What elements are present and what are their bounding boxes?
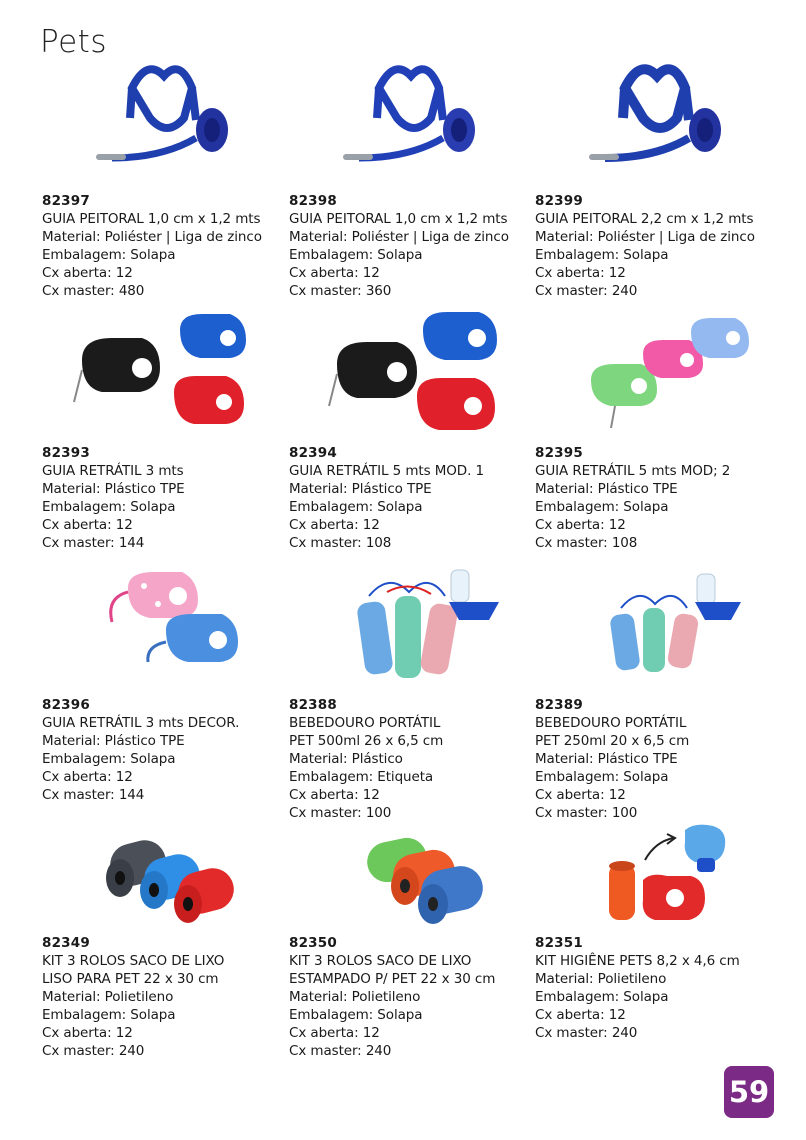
product-name: KIT 3 ROLOS SACO DE LIXO xyxy=(42,953,225,969)
product-name: GUIA PEITORAL 1,0 cm x 1,2 mts xyxy=(42,211,261,227)
product-master-box: Cx master: 480 xyxy=(42,283,145,299)
product-name: GUIA RETRÁTIL 3 mts xyxy=(42,463,184,479)
product-open-box: Cx aberta: 12 xyxy=(42,769,133,785)
product-open-box: Cx aberta: 12 xyxy=(42,517,133,533)
retractable-leash-icon xyxy=(42,310,282,435)
product-name: GUIA RETRÁTIL 5 mts MOD; 2 xyxy=(535,463,731,479)
product-packaging: Embalagem: Solapa xyxy=(535,499,669,515)
product-packaging: Embalagem: Solapa xyxy=(289,499,423,515)
harness-leash-icon xyxy=(289,58,529,178)
product-material: Material: Polietileno xyxy=(289,989,421,1005)
product-packaging: Embalagem: Solapa xyxy=(289,1007,423,1023)
product-material: Material: Poliéster | Liga de zinco xyxy=(535,229,755,245)
water-bottle-icon xyxy=(535,562,775,687)
product-code: 82351 xyxy=(535,935,583,951)
retractable-leash-icon xyxy=(289,310,529,435)
product-code: 82394 xyxy=(289,445,337,461)
product-open-box: Cx aberta: 12 xyxy=(42,265,133,281)
product-material: Material: Polietileno xyxy=(42,989,174,1005)
product-name: KIT 3 ROLOS SACO DE LIXO xyxy=(289,953,472,969)
product-code: 82389 xyxy=(535,697,583,713)
product-name: GUIA RETRÁTIL 3 mts DECOR. xyxy=(42,715,240,731)
product-master-box: Cx master: 240 xyxy=(535,283,638,299)
product-material: Material: Plástico TPE xyxy=(535,481,678,497)
product-master-box: Cx master: 360 xyxy=(289,283,392,299)
product-size: LISO PARA PET 22 x 30 cm xyxy=(42,971,219,987)
product-open-box: Cx aberta: 12 xyxy=(289,517,380,533)
product-code: 82350 xyxy=(289,935,337,951)
product-open-box: Cx aberta: 12 xyxy=(535,787,626,803)
product-code: 82395 xyxy=(535,445,583,461)
hygiene-kit-icon xyxy=(535,820,775,930)
product-material: Material: Plástico xyxy=(289,751,403,767)
product-material: Material: Polietileno xyxy=(535,971,667,987)
product-packaging: Embalagem: Solapa xyxy=(289,247,423,263)
product-master-box: Cx master: 108 xyxy=(535,535,638,551)
product-name: BEBEDOURO PORTÁTIL xyxy=(535,715,687,731)
product-code: 82399 xyxy=(535,193,583,209)
product-packaging: Embalagem: Solapa xyxy=(42,1007,176,1023)
product-packaging: Embalagem: Solapa xyxy=(42,247,176,263)
harness-leash-icon xyxy=(42,58,282,178)
product-open-box: Cx aberta: 12 xyxy=(289,265,380,281)
product-size: PET 250ml 20 x 6,5 cm xyxy=(535,733,690,749)
product-open-box: Cx aberta: 12 xyxy=(535,1007,626,1023)
product-size: ESTAMPADO P/ PET 22 x 30 cm xyxy=(289,971,496,987)
page-number-badge: 59 xyxy=(724,1066,774,1118)
product-open-box: Cx aberta: 12 xyxy=(289,787,380,803)
product-name: KIT HIGIÊNE PETS 8,2 x 4,6 cm xyxy=(535,953,740,969)
retractable-leash-decor-icon xyxy=(42,562,282,672)
product-material: Material: Poliéster | Liga de zinco xyxy=(289,229,509,245)
harness-leash-icon xyxy=(535,58,775,178)
bag-rolls-icon xyxy=(42,828,282,928)
product-open-box: Cx aberta: 12 xyxy=(535,265,626,281)
product-size: PET 500ml 26 x 6,5 cm xyxy=(289,733,444,749)
retractable-leash-pastel-icon xyxy=(535,310,775,435)
product-packaging: Embalagem: Solapa xyxy=(535,769,669,785)
page-title: Pets xyxy=(40,24,107,60)
product-packaging: Embalagem: Solapa xyxy=(535,247,669,263)
product-material: Material: Plástico TPE xyxy=(289,481,432,497)
product-name: GUIA PEITORAL 1,0 cm x 1,2 mts xyxy=(289,211,508,227)
bag-rolls-printed-icon xyxy=(289,828,529,928)
product-code: 82396 xyxy=(42,697,90,713)
product-master-box: Cx master: 240 xyxy=(289,1043,392,1059)
product-packaging: Embalagem: Solapa xyxy=(42,499,176,515)
product-code: 82398 xyxy=(289,193,337,209)
water-bottle-icon xyxy=(289,562,529,687)
product-material: Material: Poliéster | Liga de zinco xyxy=(42,229,262,245)
product-master-box: Cx master: 100 xyxy=(535,805,638,821)
product-master-box: Cx master: 100 xyxy=(289,805,392,821)
product-name: BEBEDOURO PORTÁTIL xyxy=(289,715,441,731)
product-code: 82393 xyxy=(42,445,90,461)
product-code: 82388 xyxy=(289,697,337,713)
product-master-box: Cx master: 108 xyxy=(289,535,392,551)
product-open-box: Cx aberta: 12 xyxy=(535,517,626,533)
product-master-box: Cx master: 240 xyxy=(535,1025,638,1041)
product-open-box: Cx aberta: 12 xyxy=(289,1025,380,1041)
product-master-box: Cx master: 144 xyxy=(42,787,145,803)
product-material: Material: Plástico TPE xyxy=(42,733,185,749)
product-packaging: Embalagem: Solapa xyxy=(42,751,176,767)
product-open-box: Cx aberta: 12 xyxy=(42,1025,133,1041)
product-master-box: Cx master: 144 xyxy=(42,535,145,551)
product-packaging: Embalagem: Etiqueta xyxy=(289,769,434,785)
product-material: Material: Plástico TPE xyxy=(42,481,185,497)
product-name: GUIA RETRÁTIL 5 mts MOD. 1 xyxy=(289,463,484,479)
product-packaging: Embalagem: Solapa xyxy=(535,989,669,1005)
product-master-box: Cx master: 240 xyxy=(42,1043,145,1059)
product-code: 82349 xyxy=(42,935,90,951)
product-code: 82397 xyxy=(42,193,90,209)
product-material: Material: Plástico TPE xyxy=(535,751,678,767)
product-name: GUIA PEITORAL 2,2 cm x 1,2 mts xyxy=(535,211,754,227)
